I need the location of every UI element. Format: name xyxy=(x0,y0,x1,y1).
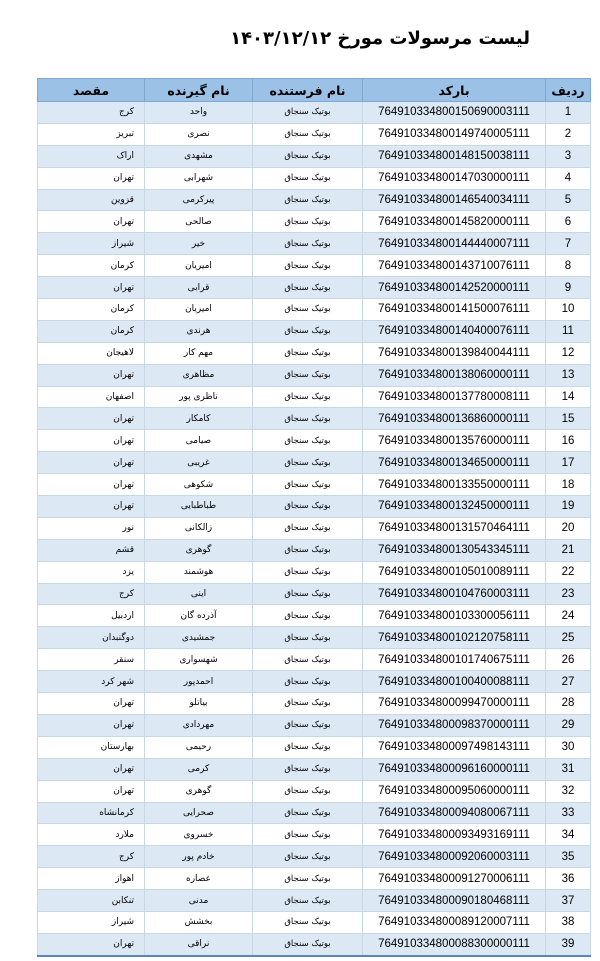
sender-cell: بوتیک سنجاق xyxy=(253,933,363,955)
table-row xyxy=(38,846,591,868)
table-row xyxy=(38,364,591,386)
header-row-number: ردیف xyxy=(546,79,591,102)
recipient-cell: گوهری xyxy=(145,780,253,802)
sender-cell: بوتیک سنجاق xyxy=(253,123,363,145)
recipient-cell: احمدپور xyxy=(145,671,253,693)
recipient-cell: مهردادی xyxy=(145,714,253,736)
barcode-cell: 764910334800136860000111 xyxy=(363,408,546,430)
barcode-cell: 764910334800130543345111 xyxy=(363,539,546,561)
row-number-cell: 31 xyxy=(546,758,591,780)
table-row xyxy=(38,868,591,890)
sender-cell: بوتیک سنجاق xyxy=(253,605,363,627)
table-row xyxy=(38,714,591,736)
table-row xyxy=(38,145,591,167)
destination-cell: کرج xyxy=(38,102,145,124)
barcode-cell: 764910334800150690003111 xyxy=(363,102,546,124)
destination-cell: کرج xyxy=(38,583,145,605)
barcode-cell: 764910334800141500076111 xyxy=(363,299,546,321)
table-row xyxy=(38,649,591,671)
barcode-cell: 764910334800099470000111 xyxy=(363,693,546,715)
barcode-cell: 764910334800145820000111 xyxy=(363,211,546,233)
row-number-cell: 10 xyxy=(546,299,591,321)
recipient-cell: بیاتلو xyxy=(145,693,253,715)
sender-cell: بوتیک سنجاق xyxy=(253,145,363,167)
row-number-cell: 25 xyxy=(546,627,591,649)
table-row xyxy=(38,933,591,955)
row-number-cell: 5 xyxy=(546,189,591,211)
barcode-cell: 764910334800131570464111 xyxy=(363,517,546,539)
table-row xyxy=(38,517,591,539)
recipient-cell: نصری xyxy=(145,123,253,145)
destination-cell: تهران xyxy=(38,211,145,233)
barcode-cell: 764910334800089120007111 xyxy=(363,911,546,933)
destination-cell: کرمان xyxy=(38,255,145,277)
sender-cell: بوتیک سنجاق xyxy=(253,233,363,255)
destination-cell: اصفهان xyxy=(38,386,145,408)
destination-cell: تهران xyxy=(38,714,145,736)
table-row xyxy=(38,758,591,780)
sender-cell: بوتیک سنجاق xyxy=(253,539,363,561)
sender-cell: بوتیک سنجاق xyxy=(253,452,363,474)
recipient-cell: قرابی xyxy=(145,277,253,299)
destination-cell: قشم xyxy=(38,539,145,561)
destination-cell: تهران xyxy=(38,496,145,518)
row-number-cell: 30 xyxy=(546,736,591,758)
sender-cell: بوتیک سنجاق xyxy=(253,890,363,912)
table-row xyxy=(38,408,591,430)
destination-cell: یزد xyxy=(38,561,145,583)
sender-cell: بوتیک سنجاق xyxy=(253,386,363,408)
destination-cell: تهران xyxy=(38,167,145,189)
sender-cell: بوتیک سنجاق xyxy=(253,364,363,386)
sender-cell: بوتیک سنجاق xyxy=(253,693,363,715)
row-number-cell: 38 xyxy=(546,911,591,933)
recipient-cell: شهسواری xyxy=(145,649,253,671)
recipient-cell: شهرابی xyxy=(145,167,253,189)
recipient-cell: امیریان xyxy=(145,255,253,277)
sender-cell: بوتیک سنجاق xyxy=(253,911,363,933)
row-number-cell: 6 xyxy=(546,211,591,233)
header-sender: نام فرستنده xyxy=(253,79,363,102)
barcode-cell: 764910334800103300056111 xyxy=(363,605,546,627)
barcode-cell: 764910334800100400088111 xyxy=(363,671,546,693)
recipient-cell: شکوهی xyxy=(145,474,253,496)
destination-cell: تهران xyxy=(38,364,145,386)
sender-cell: بوتیک سنجاق xyxy=(253,671,363,693)
sender-cell: بوتیک سنجاق xyxy=(253,277,363,299)
barcode-cell: 764910334800101740675111 xyxy=(363,649,546,671)
recipient-cell: جمشیدی xyxy=(145,627,253,649)
row-number-cell: 27 xyxy=(546,671,591,693)
table-row xyxy=(38,736,591,758)
row-number-cell: 34 xyxy=(546,824,591,846)
sender-cell: بوتیک سنجاق xyxy=(253,496,363,518)
header-destination: مقصد xyxy=(38,79,145,102)
barcode-cell: 764910334800090180468111 xyxy=(363,890,546,912)
destination-cell: اهواز xyxy=(38,868,145,890)
table-row xyxy=(38,802,591,824)
row-number-cell: 14 xyxy=(546,386,591,408)
table-row xyxy=(38,167,591,189)
row-number-cell: 4 xyxy=(546,167,591,189)
barcode-cell: 764910334800139840044111 xyxy=(363,342,546,364)
barcode-cell: 764910334800095060000111 xyxy=(363,780,546,802)
barcode-cell: 764910334800091270006111 xyxy=(363,868,546,890)
sender-cell: بوتیک سنجاق xyxy=(253,627,363,649)
recipient-cell: آذرده گان xyxy=(145,605,253,627)
table-row xyxy=(38,561,591,583)
destination-cell: تهران xyxy=(38,430,145,452)
sender-cell: بوتیک سنجاق xyxy=(253,211,363,233)
barcode-cell: 764910334800146540034111 xyxy=(363,189,546,211)
recipient-cell: خسروی xyxy=(145,824,253,846)
recipient-cell: رحیمی xyxy=(145,736,253,758)
row-number-cell: 3 xyxy=(546,145,591,167)
recipient-cell: غریبی xyxy=(145,452,253,474)
row-number-cell: 1 xyxy=(546,102,591,124)
row-number-cell: 22 xyxy=(546,561,591,583)
destination-cell: تهران xyxy=(38,780,145,802)
recipient-cell: کامکار xyxy=(145,408,253,430)
destination-cell: تهران xyxy=(38,408,145,430)
recipient-cell: طباطبایی xyxy=(145,496,253,518)
table-row xyxy=(38,583,591,605)
row-number-cell: 35 xyxy=(546,846,591,868)
sender-cell: بوتیک سنجاق xyxy=(253,320,363,342)
table-row xyxy=(38,277,591,299)
document-title: لیست مرسولات مورخ ۱۴۰۳/۱۲/۱۲ xyxy=(230,28,530,49)
destination-cell: تهران xyxy=(38,277,145,299)
barcode-cell: 764910334800092060003111 xyxy=(363,846,546,868)
row-number-cell: 17 xyxy=(546,452,591,474)
sender-cell: بوتیک سنجاق xyxy=(253,780,363,802)
row-number-cell: 36 xyxy=(546,868,591,890)
barcode-cell: 764910334800134650000111 xyxy=(363,452,546,474)
destination-cell: شیراز xyxy=(38,911,145,933)
table-row xyxy=(38,386,591,408)
sender-cell: بوتیک سنجاق xyxy=(253,824,363,846)
sender-cell: بوتیک سنجاق xyxy=(253,342,363,364)
barcode-cell: 764910334800105010089111 xyxy=(363,561,546,583)
recipient-cell: زالکانی xyxy=(145,517,253,539)
destination-cell: تهران xyxy=(38,452,145,474)
destination-cell: بهارستان xyxy=(38,736,145,758)
sender-cell: بوتیک سنجاق xyxy=(253,583,363,605)
destination-cell: تنکابن xyxy=(38,890,145,912)
barcode-cell: 764910334800135760000111 xyxy=(363,430,546,452)
table-row xyxy=(38,123,591,145)
destination-cell: کرمان xyxy=(38,299,145,321)
barcode-cell: 764910334800088300000111 xyxy=(363,933,546,955)
table-row xyxy=(38,539,591,561)
barcode-cell: 764910334800148150038111 xyxy=(363,145,546,167)
row-number-cell: 19 xyxy=(546,496,591,518)
table-row xyxy=(38,452,591,474)
table-row xyxy=(38,890,591,912)
row-number-cell: 15 xyxy=(546,408,591,430)
row-number-cell: 11 xyxy=(546,320,591,342)
row-number-cell: 28 xyxy=(546,693,591,715)
recipient-cell: مظاهری xyxy=(145,364,253,386)
sender-cell: بوتیک سنجاق xyxy=(253,474,363,496)
destination-cell: تهران xyxy=(38,693,145,715)
destination-cell: تهران xyxy=(38,933,145,955)
sender-cell: بوتیک سنجاق xyxy=(253,167,363,189)
row-number-cell: 26 xyxy=(546,649,591,671)
table-row xyxy=(38,605,591,627)
sender-cell: بوتیک سنجاق xyxy=(253,868,363,890)
barcode-cell: 764910334800132450000111 xyxy=(363,496,546,518)
barcode-cell: 764910334800138060000111 xyxy=(363,364,546,386)
row-number-cell: 9 xyxy=(546,277,591,299)
barcode-cell: 764910334800144440007111 xyxy=(363,233,546,255)
recipient-cell: صحرایی xyxy=(145,802,253,824)
table-row xyxy=(38,824,591,846)
barcode-cell: 764910334800140400076111 xyxy=(363,320,546,342)
destination-cell: لاهیجان xyxy=(38,342,145,364)
table-row xyxy=(38,430,591,452)
destination-cell: سنقر xyxy=(38,649,145,671)
table-row xyxy=(38,911,591,933)
sender-cell: بوتیک سنجاق xyxy=(253,102,363,124)
barcode-cell: 764910334800096160000111 xyxy=(363,758,546,780)
recipient-cell: مشهدی xyxy=(145,145,253,167)
barcode-cell: 764910334800098370000111 xyxy=(363,714,546,736)
recipient-cell: صالحی xyxy=(145,211,253,233)
table-header-row xyxy=(38,79,591,102)
table-row xyxy=(38,474,591,496)
table-row xyxy=(38,693,591,715)
barcode-cell: 764910334800093493169111 xyxy=(363,824,546,846)
recipient-cell: صیامی xyxy=(145,430,253,452)
sender-cell: بوتیک سنجاق xyxy=(253,430,363,452)
recipient-cell: مهم کار xyxy=(145,342,253,364)
destination-cell: کرمانشاه xyxy=(38,802,145,824)
row-number-cell: 32 xyxy=(546,780,591,802)
destination-cell: اراک xyxy=(38,145,145,167)
recipient-cell: گوهری xyxy=(145,539,253,561)
row-number-cell: 33 xyxy=(546,802,591,824)
recipient-cell: بخشش xyxy=(145,911,253,933)
barcode-cell: 764910334800147030000111 xyxy=(363,167,546,189)
row-number-cell: 12 xyxy=(546,342,591,364)
header-recipient: نام گیرنده xyxy=(145,79,253,102)
recipient-cell: کرمی xyxy=(145,758,253,780)
recipient-cell: عصاره xyxy=(145,868,253,890)
sender-cell: بوتیک سنجاق xyxy=(253,649,363,671)
sender-cell: بوتیک سنجاق xyxy=(253,299,363,321)
barcode-cell: 764910334800102120758111 xyxy=(363,627,546,649)
destination-cell: ملارد xyxy=(38,824,145,846)
barcode-cell: 764910334800137780008111 xyxy=(363,386,546,408)
table-row xyxy=(38,320,591,342)
sender-cell: بوتیک سنجاق xyxy=(253,714,363,736)
recipient-cell: هوشمند xyxy=(145,561,253,583)
row-number-cell: 8 xyxy=(546,255,591,277)
table-row xyxy=(38,299,591,321)
destination-cell: شهر کرد xyxy=(38,671,145,693)
recipient-cell: هرندی xyxy=(145,320,253,342)
sender-cell: بوتیک سنجاق xyxy=(253,408,363,430)
row-number-cell: 37 xyxy=(546,890,591,912)
barcode-cell: 764910334800133550000111 xyxy=(363,474,546,496)
table-row xyxy=(38,780,591,802)
barcode-cell: 764910334800094080067111 xyxy=(363,802,546,824)
destination-cell: تهران xyxy=(38,474,145,496)
destination-cell: دوگنبدان xyxy=(38,627,145,649)
barcode-cell: 764910334800143710076111 xyxy=(363,255,546,277)
destination-cell: قزوین xyxy=(38,189,145,211)
table-row xyxy=(38,211,591,233)
destination-cell: نور xyxy=(38,517,145,539)
table-row xyxy=(38,102,591,124)
row-number-cell: 23 xyxy=(546,583,591,605)
row-number-cell: 39 xyxy=(546,933,591,955)
table-row xyxy=(38,496,591,518)
row-number-cell: 20 xyxy=(546,517,591,539)
barcode-cell: 764910334800149740005111 xyxy=(363,123,546,145)
table-row xyxy=(38,233,591,255)
recipient-cell: مدنی xyxy=(145,890,253,912)
barcode-cell: 764910334800104760003111 xyxy=(363,583,546,605)
sender-cell: بوتیک سنجاق xyxy=(253,758,363,780)
barcode-cell: 764910334800142520000111 xyxy=(363,277,546,299)
shipments-table xyxy=(37,78,591,957)
recipient-cell: امیریان xyxy=(145,299,253,321)
row-number-cell: 7 xyxy=(546,233,591,255)
sender-cell: بوتیک سنجاق xyxy=(253,561,363,583)
destination-cell: اردبیل xyxy=(38,605,145,627)
table-row xyxy=(38,189,591,211)
table-body xyxy=(38,102,591,956)
sender-cell: بوتیک سنجاق xyxy=(253,517,363,539)
destination-cell: تهران xyxy=(38,758,145,780)
destination-cell: کرمان xyxy=(38,320,145,342)
header-barcode: بارکد xyxy=(363,79,546,102)
sender-cell: بوتیک سنجاق xyxy=(253,189,363,211)
destination-cell: تبریز xyxy=(38,123,145,145)
barcode-cell: 764910334800097498143111 xyxy=(363,736,546,758)
destination-cell: کرج xyxy=(38,846,145,868)
sender-cell: بوتیک سنجاق xyxy=(253,846,363,868)
recipient-cell: خیر xyxy=(145,233,253,255)
table-row xyxy=(38,342,591,364)
recipient-cell: پیرکرمی xyxy=(145,189,253,211)
sender-cell: بوتیک سنجاق xyxy=(253,255,363,277)
row-number-cell: 24 xyxy=(546,605,591,627)
row-number-cell: 29 xyxy=(546,714,591,736)
table-row xyxy=(38,255,591,277)
destination-cell: شیراز xyxy=(38,233,145,255)
row-number-cell: 16 xyxy=(546,430,591,452)
row-number-cell: 18 xyxy=(546,474,591,496)
row-number-cell: 13 xyxy=(546,364,591,386)
recipient-cell: خادم پور xyxy=(145,846,253,868)
sender-cell: بوتیک سنجاق xyxy=(253,736,363,758)
sender-cell: بوتیک سنجاق xyxy=(253,802,363,824)
table-row xyxy=(38,671,591,693)
recipient-cell: اینی xyxy=(145,583,253,605)
recipient-cell: نراقی xyxy=(145,933,253,955)
row-number-cell: 2 xyxy=(546,123,591,145)
row-number-cell: 21 xyxy=(546,539,591,561)
table-row xyxy=(38,627,591,649)
recipient-cell: ناظری پور xyxy=(145,386,253,408)
recipient-cell: واحد xyxy=(145,102,253,124)
